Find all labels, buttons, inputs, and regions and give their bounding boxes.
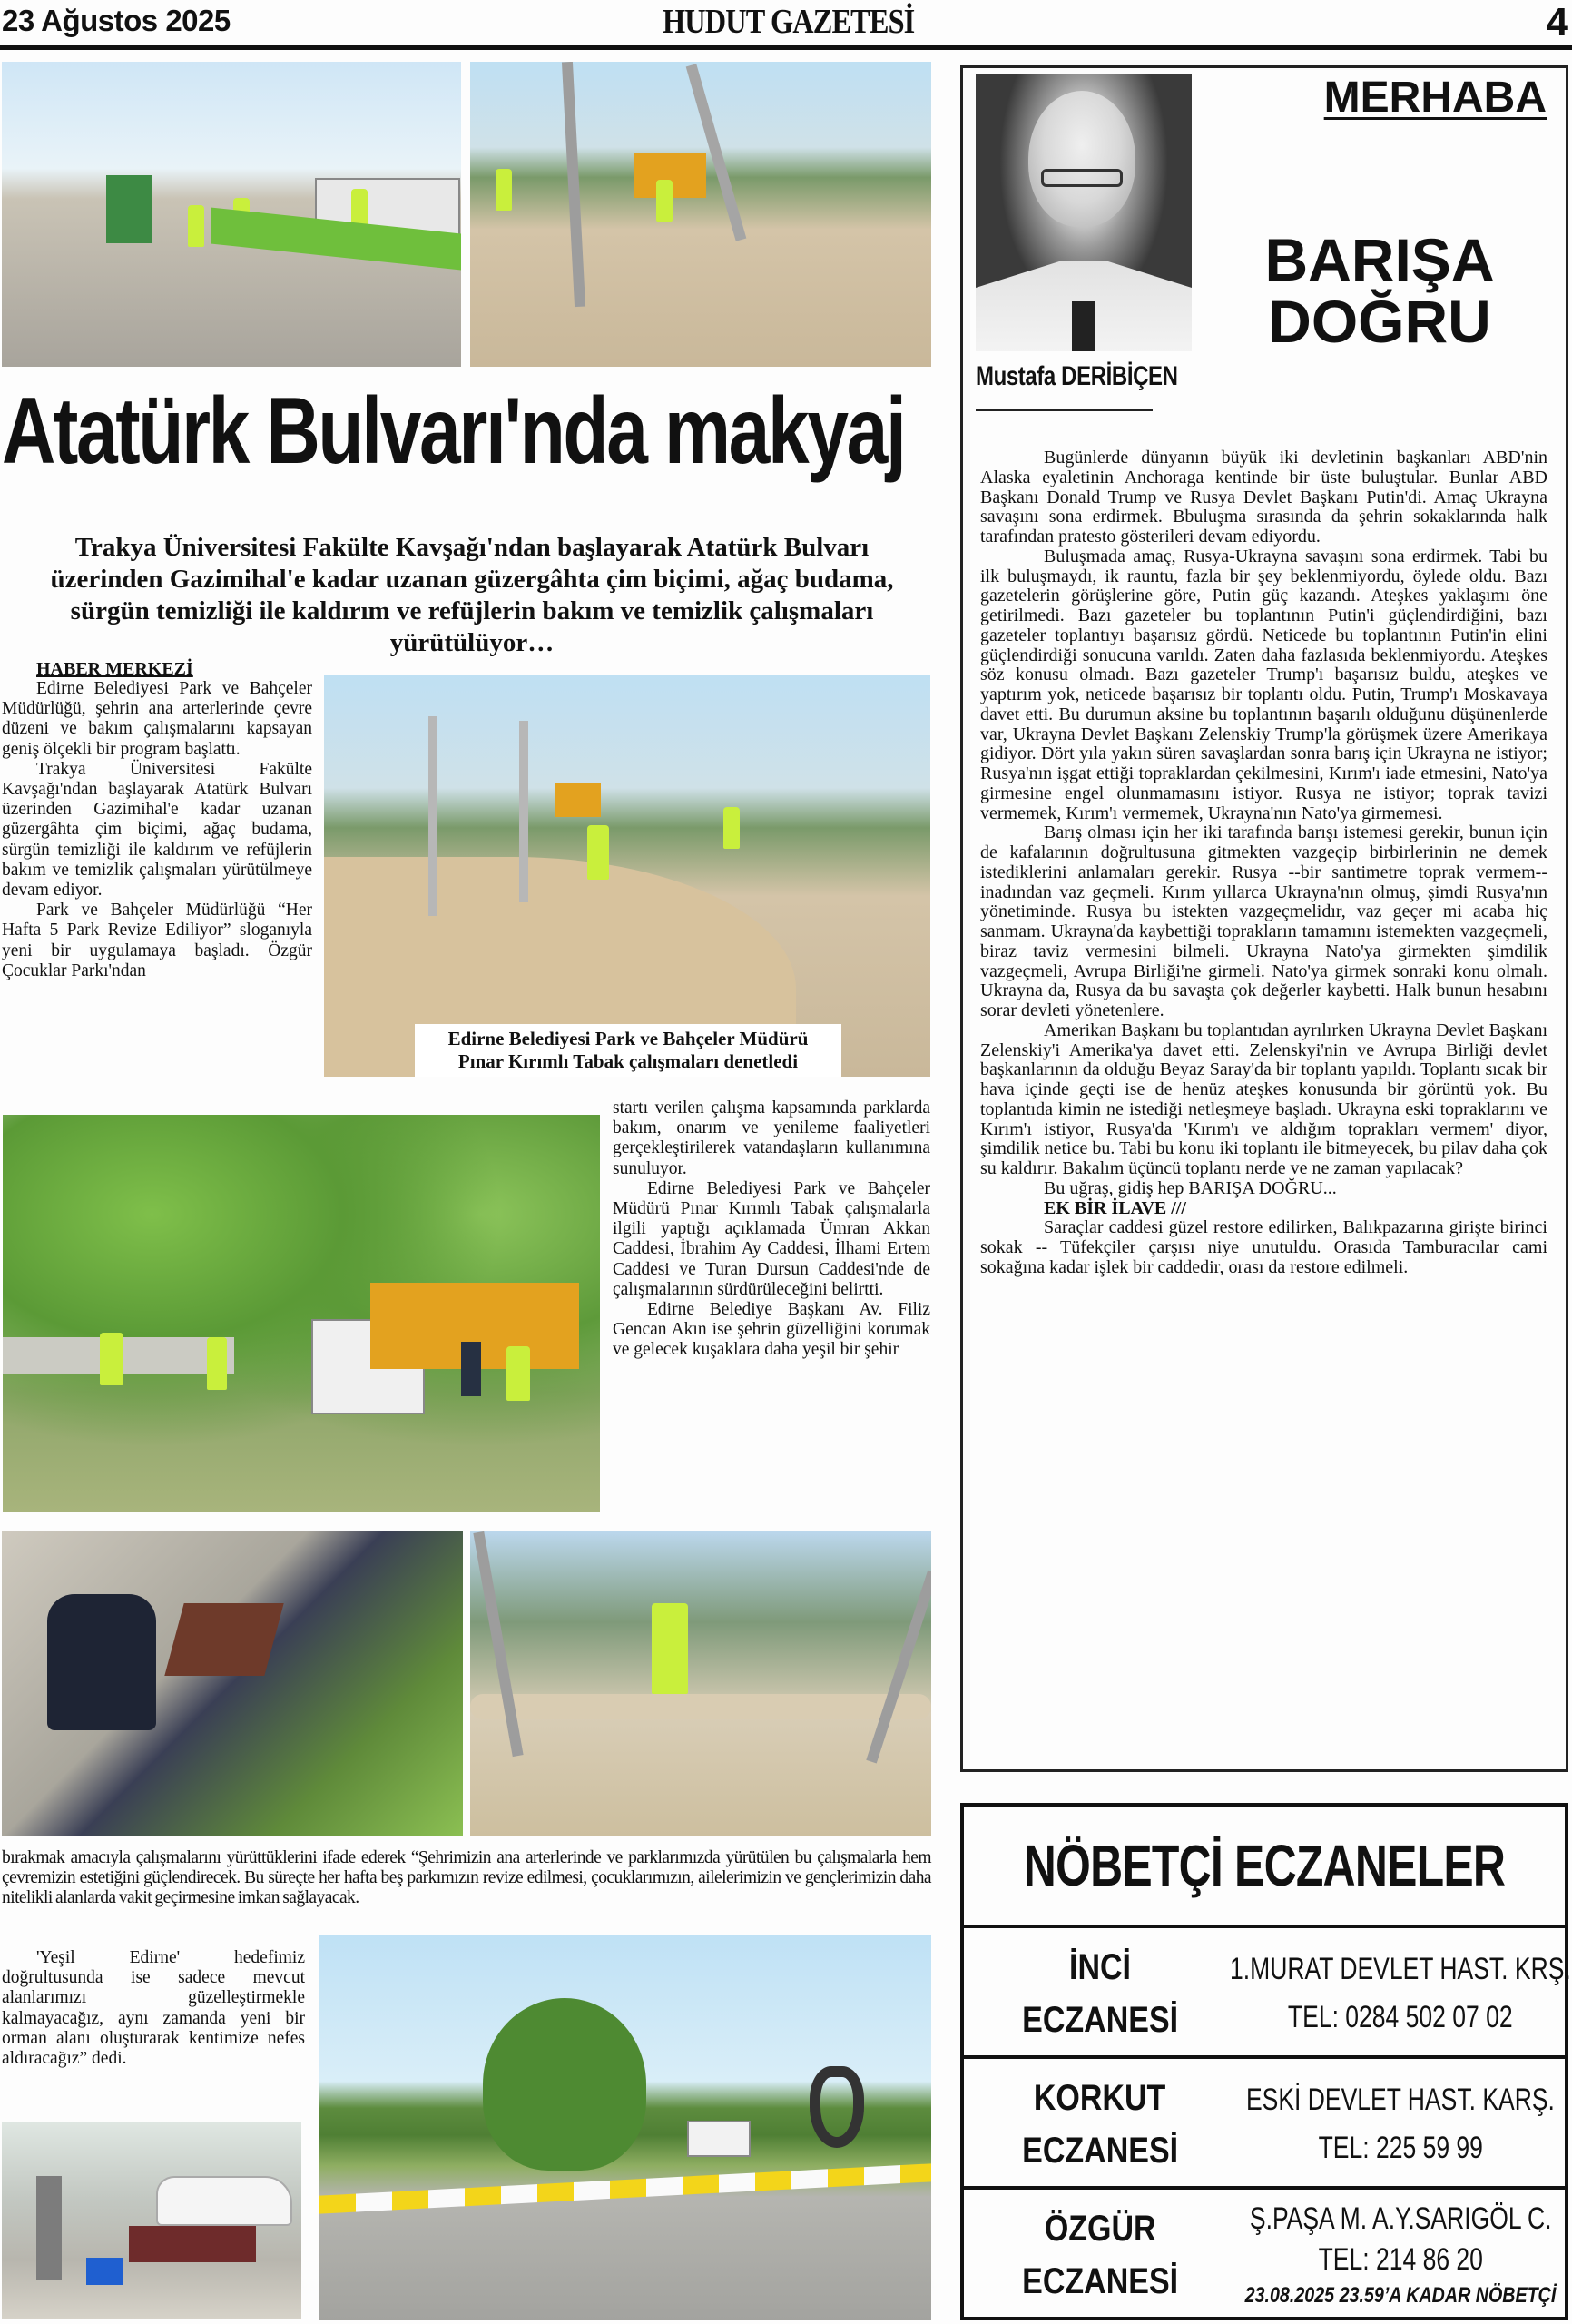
photo-swing-repair [470,62,931,367]
photo-roundabout [319,1935,931,2320]
article-wide-text [2,1848,931,1909]
article-paragraph: Park ve Bahçeler Müdürlüğü “Her Hafta 5 Park Revize Ediliyor” sloganıyla yeni bir uygulamaya başladı. Özgür Çocuklar Parkı'ndan [2,901,312,980]
swing-pole [473,1531,523,1757]
article-paragraph: bırakmak amacıyla çalışmalarını yürüttüklerini ifade ederek “Şehrimizin ana arterlerinde ve parklarımızda yürütülen bu çalışmalarla hem çevremizin estetiğini güçlendirecek. Bu süreçte her hafta beş parkımızın revize edilmesi, çocuklarımızın, ailelerimizin ve gençlerimizin daha nitelikli alanlarda vakit geçirmesine imkan sağlayacak. [2,1848,931,1908]
rope-swing [470,1694,931,1719]
column-paragraph: Bugünlerde dünyanın büyük iki devletinin başkanları ABD'nin Alaska eyaletinin Anchoraga kentinde bir üste buluştular. Bunlar ABD Başkanı Donald Trump ve Rusya Devlet Başkanı Putin'di. Amaç Ukrayna savaşını sona erdirmek. Bbuluşma sırasında da şehrin sokaklarında halk tarafından pratesto gösterileri devam ediyordu. [980,448,1547,547]
worker [652,1603,688,1694]
pharmacy-phone: TEL: 0284 502 07 02 [1288,2000,1513,2034]
column-paragraph: Bu uğraş, gidiş hep BARIŞA DOĞRU... [1044,1177,1337,1198]
swing-pole [866,1571,931,1764]
person [461,1342,481,1396]
worker [723,807,740,849]
pickup-truck [687,2121,751,2157]
worker [207,1337,227,1390]
pharmacy-info [1236,2063,1565,2186]
author-underline [976,409,1153,411]
toolbox [86,2258,123,2285]
photo-caption: Edirne Belediyesi Park ve Bahçeler Müdürü Pınar Kırımlı Tabak çalışmaları denetledi [415,1024,841,1077]
column-paragraph: Saraçlar caddesi güzel restore edilirken, Balıkpazarına girişte birinci sokak -- Tüfekçiler çarşısı niye unutuldu. Orasıda Tamburacılar cami sokağına kadar işlek bir caddedir, orası da restore edilmeli. [980,1217,1547,1277]
swing-pole [562,62,585,307]
article-paragraph: Trakya Üniversitesi Fakülte Kavşağı'ndan başlayarak Atatürk Bulvarı üzerinden Gazimihal'e kadar uzanan güzergâhta çim biçimi, ağaç budama, sürgün temizliği ile kaldırım ve refüjlerin bakım ve temizlik çalışmaları yürütülmeye devam ediyor. [2,759,312,901]
portrait-tie [1072,301,1095,351]
article-byline: HABER MERKEZİ [36,659,193,679]
page-number: 4 [1546,0,1568,44]
dump-truck [555,783,601,817]
sculpture [810,2066,864,2148]
photo-playground-inspection [324,675,930,1077]
author-portrait [976,74,1192,351]
pharmacy-name-line: İNCİ [1069,1946,1131,1987]
article-closing [2,1948,305,2069]
column-paragraph: Amerikan Başkanı bu toplantıdan ayrılırken Ukrayna Devlet Başkanı Zelenskiy'i Amerika'ya davet etti. Zelenskyi'nin ve Avrupa Birliği devlet başkanlarının da olduğu Beyaz Saray'da bir toplantı yapıldı. Toplantı sıcak bir hava içinde geçti ise de henüz ateşkes konusunda bir görüntü yok. Bu toplantıda kimin ne istediği netleşmeye başladı. Ukrayna eski topraklarını ve Kırım'ı istiyor, Rusya'da 'Kırım'ı ve aldığım toprakları vermem' diyor, şimdilik netice bu. Tabi bu konu iki toplantı ile bitmeyecek, bu pilav daha çok su kaldırır. Bakalım üçüncü toplantı nerde ve ne zaman yapılacak? [980,1019,1547,1178]
worker [506,1346,530,1401]
column-title-line: BARIŞA [1264,226,1495,293]
skid-loader [106,175,152,243]
photo-rope-swing-repair [470,1531,931,1836]
article-deck: Trakya Üniversitesi Fakülte Kavşağı'ndan başlayarak Atatürk Bulvarı üzerinden Gazimihal'e kadar uzanan güzergâhta çim biçimi, ağaç budama, sürgün temizliği ile kaldırım ve refüjlerin bakım ve temizlik çalışmaları yürütülüyor… [50,533,894,657]
pharmacy-address: ESKİ DEVLET HAST. KARŞ. [1246,2083,1555,2117]
pharmacies-title-text: NÖBETÇİ ECZANELER [1023,1833,1506,1898]
curb [319,2163,931,2213]
article-paragraph: 'Yeşil Edirne' hedefimiz doğrultusunda ise sadece mevcut alanlarımızı güzelleştirmekle kalmayacağız, aynı zamanda yeni bir orman alanı oluşturarak kentimize nefes aldıracağız” dedi. [2,1948,305,2069]
photo-street-cleaning [2,62,461,367]
pharmacy-name-line: KORKUT [1034,2077,1166,2118]
portrait-face [1028,91,1135,227]
portrait-glasses [1041,169,1123,187]
parked-car [156,2176,292,2226]
pharmacy-address: Ş.PAŞA M. A.Y.SARIGÖL C. [1249,2201,1552,2236]
duty-pharmacies-box [960,1803,1571,2320]
column-paragraph: Buluşmada amaç, Rusya-Ukrayna savaşını sona erdirmek. Tabi bu ilk buluşmaydı, ik rauntu, fazla bir şey beklenmiyordu, öylede oldu. Bazı gazetelerin görüşlerine göre, Putin güç kazandı. Ateşkes yaklaşımı öne getirilmedi. Bazı gazeteler bu toplantının Putin'i güçlendirdiğini, bazı gazeteler toplantıyı başarısız gördü. Neticede bu toplantının Putin'in elini güçlendirdiği sonucuna varıldı. Zaten daha fazlasıda beklenmiyordu. Ateşkes söz konusu olmadı. Bazı gazeteler Trump'ı başarısız buldu, ateşkes ve yaptırım yok, neticede başarısız bir toplantı oldu. Putin, Trump'ı Moskavaya davet etti. Bu durumun aksine bu toplantının başarılı olduğunu düşünenlerde var, Ukrayna Devlet Başkanı Zelenskiy Trump'la görüşmek üzere Amerikaya gidiyor. Dört yıla yakın süren savaşlardan sonra barış için Ukrayna ne istiyor; Rusya'nın işgat ettiği topraklardan çekilmesini, Kırım'ı iade etmesini, Nato'ya girmesine engel olunmamasını istiyor. Rusya ne istiyor; toprak tavizi vermemek, Kırım'ı vermemek, Ukrayna'nın Nato'ya girmemesi. [980,546,1547,823]
duty-hours-note: 23.08.2025 23.59’A KADAR NÖBETÇİ [1244,2283,1557,2308]
author-name: Mustafa DERİBİÇEN [976,361,1178,391]
worker [496,169,512,211]
bench [164,1603,283,1676]
pharmacy-info [1236,2193,1565,2317]
article-paragraph: Edirne Belediye Başkanı Av. Filiz Gencan Akın ise şehrin güzelliğini korumak ve gelecek kuşaklara daha yeşil bir şehir [613,1300,930,1360]
column-title-line: DOĞRU [1268,288,1491,355]
swing-frame [519,721,528,902]
worker [188,205,204,247]
article-column-1 [2,659,312,981]
column-section-label: MERHABA [1323,74,1547,122]
newspaper-name: HUDUT GAZETESİ [663,3,915,41]
photo-bench-repair [2,1531,463,1836]
swing-frame [428,716,437,916]
pharmacy-name-line: ECZANESİ [1022,2260,1178,2301]
photo-tree-pruning [3,1115,600,1512]
article-paragraph: Edirne Belediyesi Park ve Bahçeler Müdürlüğü, şehrin ana arterlerinde çevre düzeni ve bakım çalışmalarını kapsayan geniş ölçekli bir program başlattı. [2,679,312,759]
pharmacy-name [964,2193,1236,2317]
pharmacy-name [964,2063,1236,2186]
pharmacy-phone: TEL: 214 86 20 [1318,2242,1483,2277]
issue-date: 23 Ağustos 2025 [2,4,231,37]
pharmacy-row [964,1932,1571,2059]
pharmacy-name-line: ECZANESİ [1022,2130,1178,2171]
worker-standing [36,2176,62,2280]
column-paragraph: Barış olması için her iki tarafında barışı istemesi gerekir, bunun için de kafalarının doğrultusuna gitmekten vazgeçip birbirlerinin ne demek istediklerini anlamaları gerekir. Rusya --bir santimetre toprak vermem-- inadından vaz geçmeli. Kırım yıllarca Ukrayna'nın olmuş, şimdi Rusya'nın yönetiminde. Rusya bu istekten vazgeçmelidır, vaz geçer mi acaba hiç sanmam. Ukrayna'da kaybettiği toprakların tamamını istemekten vazgeçmeli, biraz taviz vermesini bilmeli. Ukrayna Nato'ya girmekten şimdilik vazgeçmeli, Avrupa Birliği'ne girmeli. Nato'ya girmek sonraki konu olmalı. Ukrayna da, Rusya da bu savaşta çok değerler kaybetti. Halk bunun hesabını sorar devleti yönetenlere. [980,822,1547,1020]
worker [656,180,673,222]
worker [587,825,609,880]
worker-kneeling [47,1594,156,1730]
column-title [1207,226,1552,355]
pharmacy-name-line: ÖZGÜR [1044,2208,1156,2249]
column-body [980,448,1547,1278]
pharmacy-phone: TEL: 225 59 99 [1318,2131,1483,2165]
tree [483,1998,646,2171]
article-column-2 [613,1098,930,1361]
pharmacy-name [964,1932,1236,2055]
column-addendum-heading: EK BİR İLAVE /// [1044,1197,1186,1218]
article-paragraph: startı verilen çalışma kapsamında parklarda bakım, onarım ve yenileme faaliyetleri gerçekleştirilerek vatandaşların kullanımına sunuluyor. [613,1098,930,1178]
pharmacy-name-line: ECZANESİ [1022,1999,1178,2040]
pharmacy-row [964,2193,1565,2317]
masthead-rule [0,45,1572,50]
article-paragraph: Edirne Belediyesi Park ve Bahçeler Müdürü Pınar Kırımlı Tabak çalışmalarla ilgili yaptığı açıklamada Ümran Akkan Caddesi, İbrahim Ay Caddesi, İlhami Ertem Caddesi ve Turan Dursun Caddesi'nde de çalışmalarının sürdürüleceğini belirtti. [613,1178,930,1299]
article-headline: Atatürk Bulvarı'nda makyaj [2,379,905,484]
pharmacy-address: 1.MURAT DEVLET HAST. KRŞ. [1230,1952,1571,1986]
pharmacies-title [964,1807,1565,1928]
pharmacy-info [1230,1932,1571,2055]
pharmacy-row [964,2063,1565,2190]
worker [100,1333,123,1385]
photo-bench-welding [2,2122,301,2319]
bench [129,2226,256,2262]
